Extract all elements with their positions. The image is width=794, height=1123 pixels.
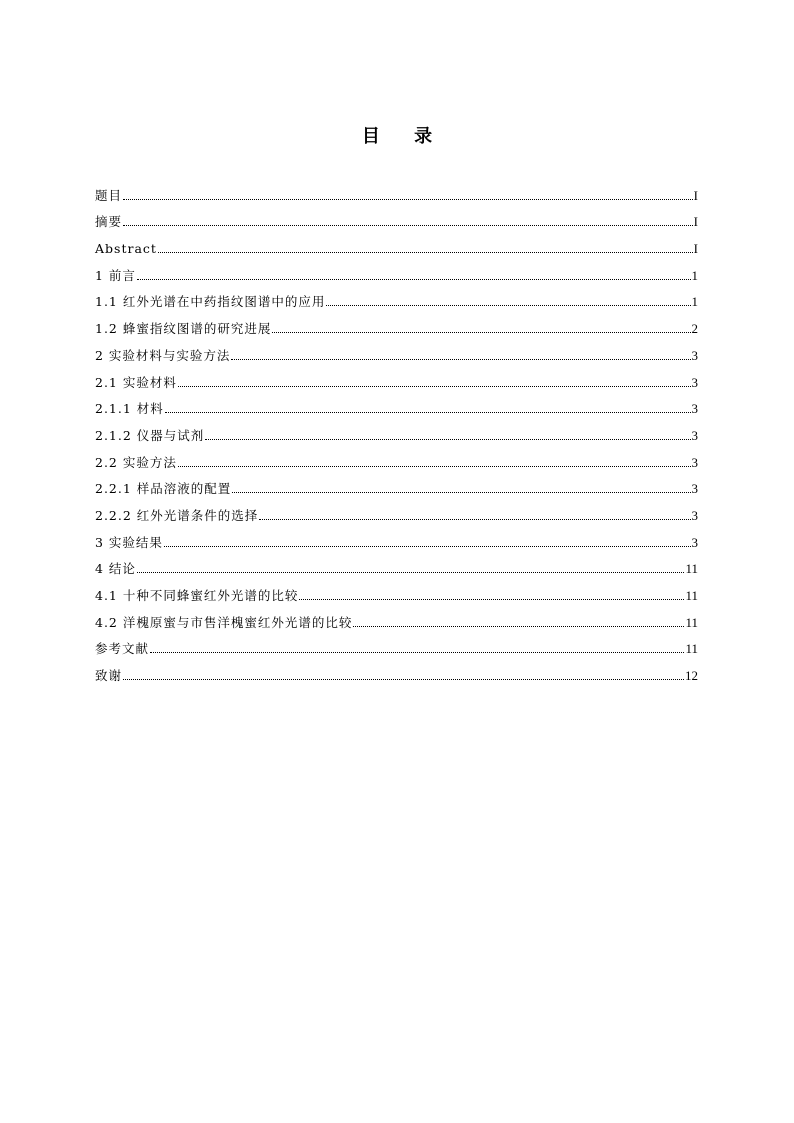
dot-leader xyxy=(299,599,684,600)
toc-entry xyxy=(95,524,698,551)
toc-entry-title: 2.2.1 样品溶液的配置 xyxy=(95,481,232,497)
dot-leader xyxy=(123,199,693,200)
toc-entry xyxy=(95,204,698,231)
toc-entry xyxy=(95,471,698,498)
toc-entry-title: 致谢 xyxy=(95,668,123,684)
toc-entry xyxy=(95,177,698,204)
dot-leader xyxy=(165,412,691,413)
toc-entry-title: 1.1 红外光谱在中药指纹图谱中的应用 xyxy=(95,294,326,310)
toc-entry xyxy=(95,497,698,524)
toc-entry-title: 4 结论 xyxy=(95,561,136,577)
toc-entry xyxy=(95,657,698,684)
dot-leader xyxy=(158,252,693,253)
toc-entry-page: 11 xyxy=(685,588,698,603)
toc-entry xyxy=(95,364,698,391)
dot-leader xyxy=(259,519,690,520)
dot-leader xyxy=(353,626,684,627)
toc-entry-page: 3 xyxy=(691,534,698,550)
dot-leader xyxy=(272,332,690,333)
toc-entry-page: I xyxy=(693,187,698,203)
toc-entry-title: 1.2 蜂蜜指纹图谱的研究进展 xyxy=(95,321,272,337)
toc-entry-title: 2 实验材料与实验方法 xyxy=(95,347,231,363)
toc-entry-page: 12 xyxy=(685,668,698,684)
toc-entry xyxy=(95,444,698,471)
toc-entry-title: 题目 xyxy=(95,187,123,203)
toc-entry-title: 4.2 洋槐原蜜与市售洋槐蜜红外光谱的比较 xyxy=(95,614,353,630)
toc-entry xyxy=(95,230,698,257)
dot-leader xyxy=(326,305,690,306)
dot-leader xyxy=(232,492,690,493)
toc-entry xyxy=(95,631,698,658)
toc-entry-page: 3 xyxy=(691,347,698,363)
toc-entry-page: 11 xyxy=(685,614,698,630)
toc-entry xyxy=(95,257,698,284)
toc-entry-page: 3 xyxy=(691,401,698,417)
toc-entry-page: 11 xyxy=(685,561,698,577)
toc-entry-page: 3 xyxy=(691,454,698,470)
dot-leader xyxy=(205,439,690,440)
toc-entry xyxy=(95,604,698,631)
toc-entry-page: 3 xyxy=(691,481,698,497)
toc-entry-title: 2.2 实验方法 xyxy=(95,454,177,470)
toc-entry-title: 3 实验结果 xyxy=(95,534,163,550)
toc-entry-page: I xyxy=(693,214,698,230)
toc-entry-title: 2.1 实验材料 xyxy=(95,374,177,390)
toc-entry-page: 1 xyxy=(691,267,698,283)
toc-entry xyxy=(95,577,698,604)
dot-leader xyxy=(137,572,685,573)
dot-leader xyxy=(164,546,691,547)
dot-leader xyxy=(150,652,684,653)
toc-entry-page: I xyxy=(693,241,698,257)
toc-entry-page: 1 xyxy=(691,294,698,310)
toc-entry xyxy=(95,337,698,364)
toc-title: 目 录 xyxy=(361,126,447,147)
toc-entry-title: 2.1.2 仪器与试剂 xyxy=(95,427,205,443)
toc-entry-title: 参考文献 xyxy=(95,641,150,657)
dot-leader xyxy=(123,679,684,680)
toc-list xyxy=(95,177,698,684)
toc-entry-title: 4.1 十种不同蜂蜜红外光谱的比较 xyxy=(95,588,299,603)
toc-entry-title: 摘要 xyxy=(95,214,123,230)
toc-entry-page: 3 xyxy=(691,427,698,443)
toc-entry-page: 3 xyxy=(691,374,698,390)
toc-entry xyxy=(95,284,698,311)
toc-entry xyxy=(95,391,698,418)
dot-leader xyxy=(123,225,693,226)
toc-entry xyxy=(95,551,698,578)
toc-entry-page: 2 xyxy=(691,321,698,337)
dot-leader xyxy=(178,466,691,467)
dot-leader xyxy=(178,386,691,387)
toc-entry-page: 3 xyxy=(691,507,698,523)
toc-entry-page: 11 xyxy=(685,641,698,657)
toc-entry-title: 1 前言 xyxy=(95,267,136,283)
toc-entry-title: 2.1.1 材料 xyxy=(95,401,164,417)
dot-leader xyxy=(231,359,690,360)
toc-entry xyxy=(95,417,698,444)
toc-entry-title: Abstract xyxy=(95,241,157,257)
toc-entry xyxy=(95,310,698,337)
toc-entry-title: 2.2.2 红外光谱条件的选择 xyxy=(95,507,259,523)
dot-leader xyxy=(137,279,691,280)
